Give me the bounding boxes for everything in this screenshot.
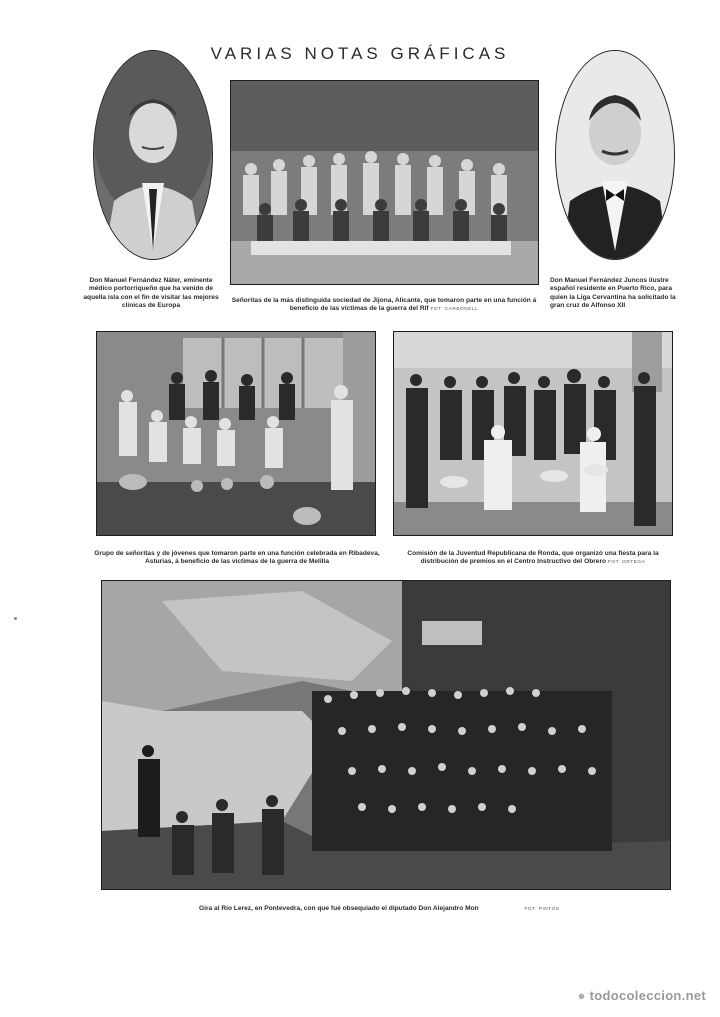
ribadeva-group-photo	[96, 331, 376, 536]
watermark-text: todocoleccion.net	[589, 988, 706, 1003]
jijona-caption-text: Señoritas de la más distinguida sociedad de Jijona, Alicante, que tomaron parte en una función á beneficio de las víctimas de la guerra del Rif	[231, 297, 537, 313]
watermark	[578, 988, 707, 1003]
lerez-excursion-photo	[101, 580, 671, 890]
portrait-right-caption: Don Manuel Fernández Juncos ilustre español residente en Puerto Rico, para quien la Liga Cervantina ha solicitado la gran cruz de Alfonso XII	[550, 277, 676, 310]
ronda-group-photo	[393, 331, 673, 536]
ronda-credit: FOT. ORTEGA	[607, 560, 646, 566]
margin-mark	[14, 617, 17, 620]
portrait-right-photo	[555, 50, 675, 260]
ronda-caption-text: Comisión de la Juventud Republicana de Ronda, que organizó una fiesta para la distribución de premios en el Centro Instructivo del Obrero	[407, 550, 659, 566]
ronda-caption	[388, 550, 678, 568]
jijona-caption	[226, 297, 542, 315]
jijona-credit: FOT. CARBONELL	[430, 307, 479, 313]
lerez-credit: FOT. PINTOS	[524, 907, 560, 912]
portrait-left-photo	[93, 50, 213, 260]
page-title: VARIAS NOTAS GRÁFICAS	[210, 44, 510, 63]
lerez-caption	[199, 905, 679, 914]
ribadeva-caption: Grupo de señoritas y de jóvenes que tomaron parte en una función celebrada en Ribadeva, Asturias, á beneficio de las víctimas de la guerra de Melilla	[94, 550, 380, 566]
portrait-left-caption: Don Manuel Fernández Náter, eminente médico portorriqueño que ha venido de aquella isla con el fin de visitar las mejores clínicas de Europa	[83, 277, 219, 310]
lerez-caption-text: Gira al Río Lerez, en Pontevedra, con que fué obsequiado el diputado Don Alejandro Mon	[199, 905, 479, 912]
jijona-group-photo	[230, 80, 539, 285]
watermark-logo-icon: ●	[577, 988, 586, 1003]
